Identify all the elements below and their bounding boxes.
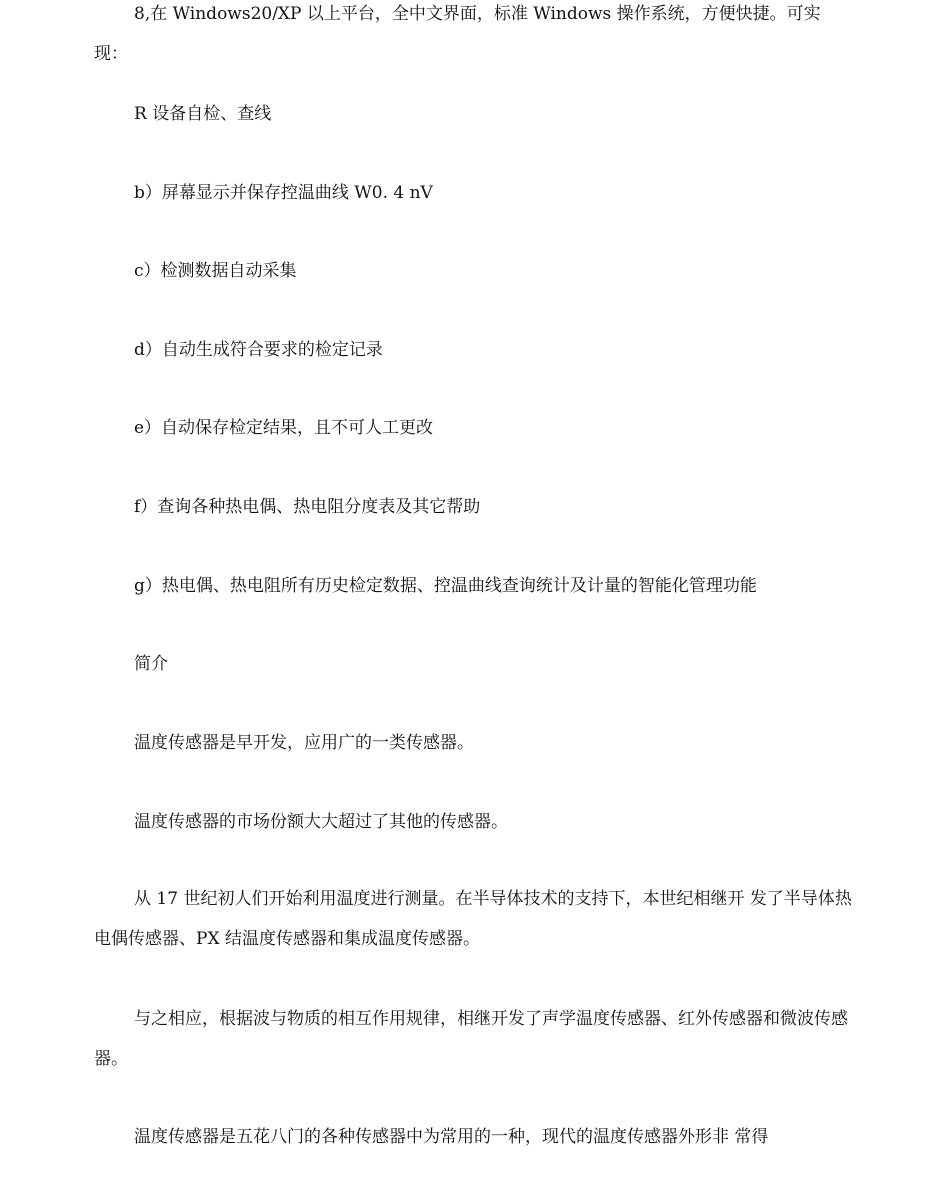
list-item-d	[94, 330, 854, 370]
paragraph-text: 温度传感器的市场份额大大超过了其他的传感器。	[134, 812, 508, 832]
paragraph-market-share	[94, 802, 854, 842]
section-heading-intro	[94, 644, 854, 684]
list-item-b	[94, 173, 854, 213]
paragraph-early-development	[94, 723, 854, 763]
section-heading-text: 简介	[134, 654, 168, 674]
list-item-g	[94, 566, 854, 606]
list-item-text: c）检测数据自动采集	[134, 261, 297, 281]
paragraph-history	[94, 879, 854, 959]
paragraph-text: 与之相应，根据波与物质的相互作用规律，相继开发了声学温度传感器、红外传感器和微波传感器。	[94, 1009, 848, 1069]
paragraph-text: 从 17 世纪初人们开始利用温度进行测量。在半导体技术的支持下，本世纪相继开 发了半导体热电偶传感器、PX 结温度传感器和集成温度传感器。	[94, 889, 852, 949]
list-item-text: R 设备自检、查线	[134, 104, 272, 124]
list-item-c	[94, 251, 854, 291]
list-item-a	[94, 94, 854, 134]
list-item-text: d）自动生成符合要求的检定记录	[134, 340, 383, 360]
paragraph-wave-sensors	[94, 999, 854, 1079]
list-item-text: e）自动保存检定结果，且不可人工更改	[134, 418, 434, 438]
list-item-f	[94, 487, 854, 527]
paragraph-common-sensor	[94, 1117, 854, 1157]
list-item-text: b）屏幕显示并保存控温曲线 W0. 4 nV	[134, 183, 433, 203]
list-item-text: g）热电偶、热电阻所有历史检定数据、控温曲线查询统计及计量的智能化管理功能	[134, 576, 757, 596]
list-item-e	[94, 408, 854, 448]
paragraph-platform	[94, 0, 854, 74]
paragraph-text: 温度传感器是五花八门的各种传感器中为常用的一种，现代的温度传感器外形非 常得	[134, 1127, 769, 1147]
paragraph-text: 8,在 Windows20/XP 以上平台，全中文界面，标准 Windows 操作系统，方便快捷。可实现：	[94, 4, 821, 64]
list-item-text: f）查询各种热电偶、热电阻分度表及其它帮助	[134, 497, 481, 517]
paragraph-text: 温度传感器是早开发，应用广的一类传感器。	[134, 733, 474, 753]
